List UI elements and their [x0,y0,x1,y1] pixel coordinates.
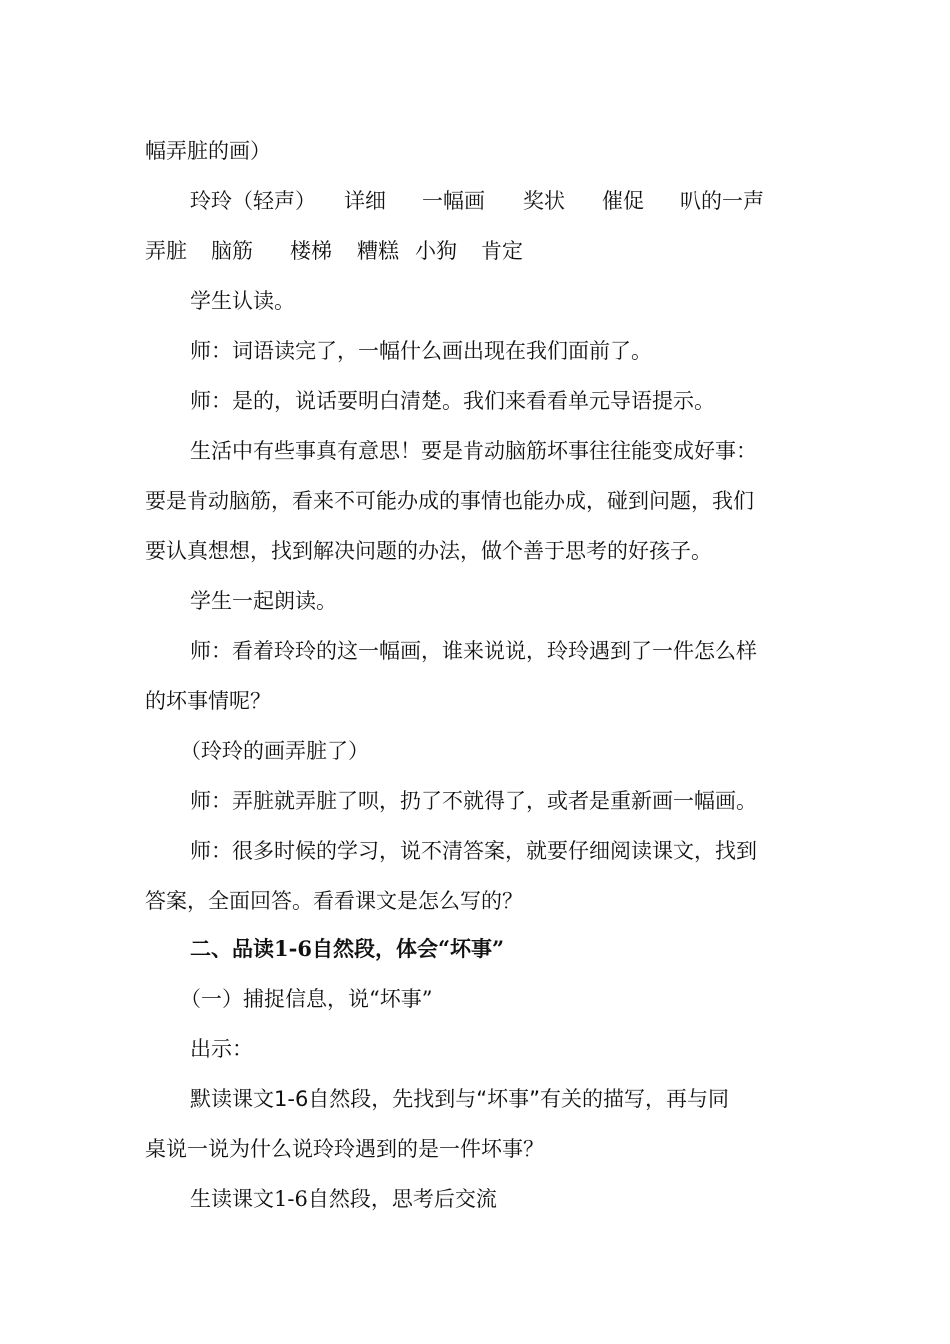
vocab-word: 肯定 [481,239,523,263]
task-line: 默读课文1-6自然段，先找到与“坏事”有关的描写，再与同 [190,1087,730,1111]
vocab-word: 催促 [602,189,644,213]
vocab-word: 叭的一声 [680,189,764,213]
paragraph-line: 学生一起朗读。 [190,589,337,613]
vocab-word: 详细 [344,189,386,213]
paragraph-line: 幅弄脏的画） [145,139,271,163]
paragraph-line: （玲玲的画弄脏了） [180,739,369,763]
paragraph-line: 师：是的，说话要明白清楚。我们来看看单元导语提示。 [190,389,715,413]
paragraph-line: 答案，全面回答。看看课文是怎么写的？ [145,889,523,913]
paragraph-line: 师：弄脏就弄脏了呗，扔了不就得了，或者是重新画一幅画。 [190,789,757,813]
vocab-word: 奖状 [523,189,565,213]
paragraph-line: 出示： [190,1037,253,1061]
unit-intro-line: 生活中有些事真有意思！要是肯动脑筋坏事往往能变成好事： [190,439,757,463]
unit-intro-line: 要是肯动脑筋，看来不可能办成的事情也能办成，碰到问题，我们 [145,489,754,513]
task-line: 桌说一说为什么说玲玲遇到的是一件坏事？ [145,1137,544,1161]
paragraph-line: 师：词语读完了，一幅什么画出现在我们面前了。 [190,339,652,363]
subsection-heading: （一）捕捉信息，说“坏事” [180,987,433,1011]
vocab-word: 楼梯 [290,239,332,263]
paragraph-line: 师：看着玲玲的这一幅画，谁来说说，玲玲遇到了一件怎么样 [190,639,757,663]
vocab-word: 脑筋 [211,239,253,263]
vocab-word: 弄脏 [145,239,187,263]
section-heading: 二、品读1-6自然段，体会“坏事” [190,936,505,961]
paragraph-line: 的坏事情呢？ [145,689,271,713]
vocab-word: 小狗 [415,239,457,263]
paragraph-line: 学生认读。 [190,289,295,313]
paragraph-line: 生读课文1-6自然段，思考后交流 [190,1187,497,1211]
vocab-word: 玲玲（轻声） [190,189,316,213]
paragraph-line: 师：很多时候的学习，说不清答案，就要仔细阅读课文，找到 [190,839,757,863]
vocab-word: 一幅画 [422,189,485,213]
vocab-word: 糟糕 [357,239,399,263]
unit-intro-line: 要认真想想，找到解决问题的办法，做个善于思考的好孩子。 [145,539,712,563]
